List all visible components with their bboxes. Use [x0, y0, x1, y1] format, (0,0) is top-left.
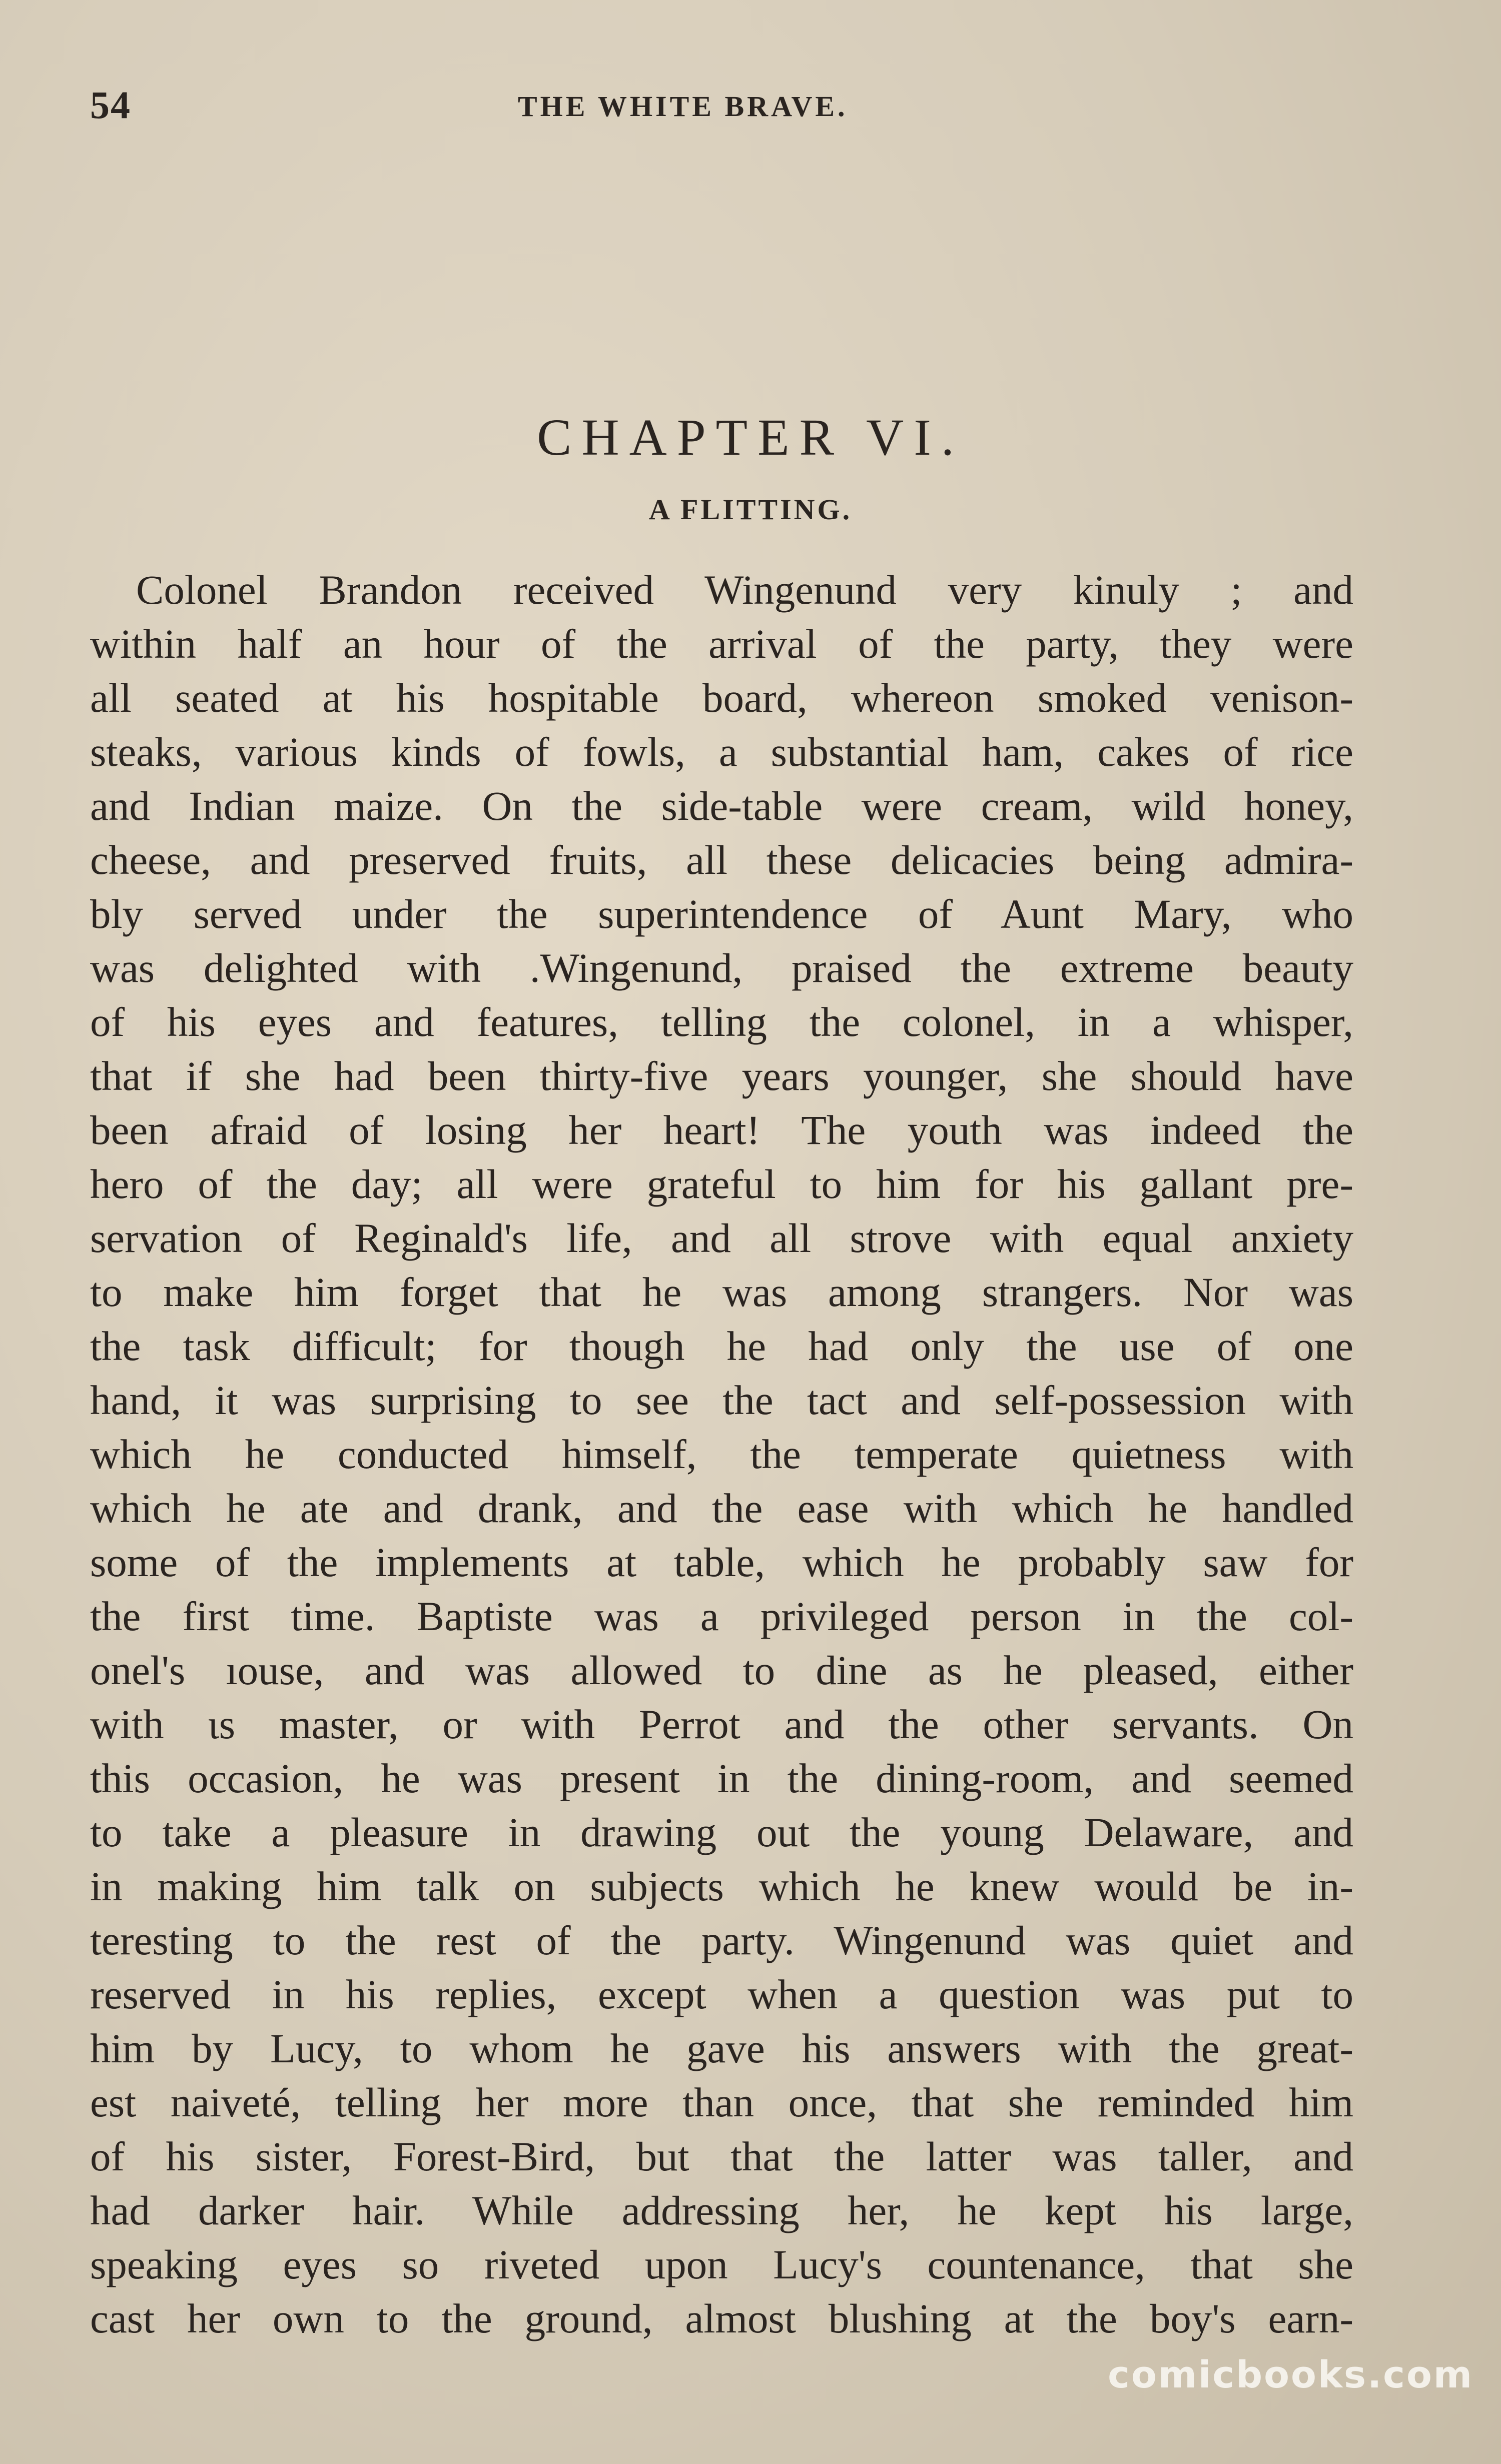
- text-line: this occasion, he was present in the dining-room, and seemed: [90, 1755, 1353, 1801]
- text-line: the task difficult; for though he had only the use of one: [90, 1323, 1353, 1369]
- text-line: hand, it was surprising to see the tact and self-possession with: [90, 1377, 1353, 1423]
- text-line: hero of the day; all were grateful to him for his gallant pre-: [90, 1161, 1353, 1207]
- text-line: was delighted with .Wingenund, praised the extreme beauty: [90, 945, 1353, 991]
- text-line: within half an hour of the arrival of the party, they were: [90, 621, 1353, 667]
- text-line: servation of Reginald's life, and all strove with equal anxiety: [90, 1215, 1353, 1261]
- text-line: to take a pleasure in drawing out the young Delaware, and: [90, 1809, 1353, 1855]
- page-number: 54: [90, 83, 131, 127]
- text-line: which he ate and drank, and the ease with which he handled: [90, 1485, 1353, 1531]
- text-line: teresting to the rest of the party. Wingenund was quiet and: [90, 1917, 1353, 1963]
- text-line: onel's ıouse, and was allowed to dine as he pleased, either: [90, 1647, 1353, 1693]
- chapter-title: CHAPTER VI.: [537, 409, 964, 466]
- text-line: which he conducted himself, the temperate quietness with: [90, 1431, 1353, 1477]
- watermark: comicbooks.com: [1108, 2353, 1473, 2396]
- text-line: speaking eyes so riveted upon Lucy's countenance, that she: [90, 2241, 1353, 2287]
- running-head: [90, 83, 1406, 138]
- text-line: bly served under the superintendence of Aunt Mary, who: [90, 891, 1353, 937]
- text-line: all seated at his hospitable board, whereon smoked venison-: [90, 675, 1353, 721]
- text-line: in making him talk on subjects which he knew would be in-: [90, 1863, 1353, 1909]
- text-line: cheese, and preserved fruits, all these delicacies being admira-: [90, 837, 1353, 883]
- text-line: been afraid of losing her heart! The youth was indeed the: [90, 1107, 1353, 1153]
- text-line: him by Lucy, to whom he gave his answers with the great-: [90, 2025, 1353, 2071]
- text-line: of his eyes and features, telling the colonel, in a whisper,: [90, 999, 1353, 1045]
- text-line: reserved in his replies, except when a question was put to: [90, 1971, 1353, 2017]
- text-line: steaks, various kinds of fowls, a substantial ham, cakes of rice: [90, 729, 1353, 775]
- text-line: cast her own to the ground, almost blushing at the boy's earn-: [90, 2295, 1353, 2341]
- chapter-subtitle: A FLITTING.: [648, 493, 853, 526]
- text-line: had darker hair. While addressing her, he kept his large,: [90, 2187, 1353, 2233]
- text-line: Colonel Brandon received Wingenund very kinuly ; and: [136, 567, 1353, 613]
- text-line: and Indian maize. On the side-table were cream, wild honey,: [90, 783, 1353, 829]
- text-line: some of the implements at table, which he probably saw for: [90, 1539, 1353, 1585]
- text-line: the first time. Baptiste was a privileged person in the col-: [90, 1593, 1353, 1639]
- text-line: to make him forget that he was among strangers. Nor was: [90, 1269, 1353, 1315]
- text-line: est naiveté, telling her more than once, that she reminded him: [90, 2079, 1353, 2125]
- chapter-body-text: [90, 563, 1353, 2345]
- book-title: THE WHITE BRAVE.: [518, 90, 848, 123]
- text-line: of his sister, Forest-Bird, but that the latter was taller, and: [90, 2133, 1353, 2179]
- text-line: that if she had been thirty-five years younger, she should have: [90, 1053, 1353, 1099]
- text-line: with ιs master, or with Perrot and the other servants. On: [90, 1701, 1353, 1747]
